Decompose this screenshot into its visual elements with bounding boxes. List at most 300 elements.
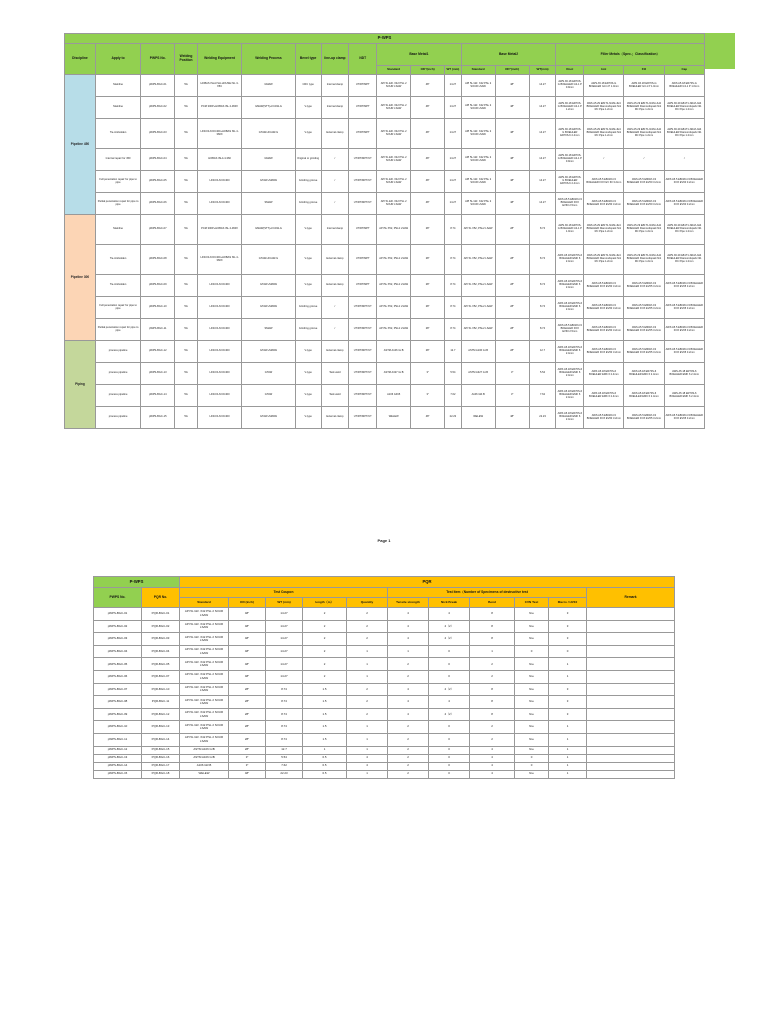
cell-nick: 0 (429, 670, 470, 683)
cell-remark (587, 746, 675, 754)
cell-nick: 4（2） (429, 708, 470, 721)
cell-no: pWPS-BGC-05 (141, 171, 175, 193)
cell-od2: 48" (495, 75, 529, 97)
cell-macro: 1 (549, 754, 587, 762)
cell-root: AWS A5.18 ER70S-6 BOEHLER EMK 6 2.4mm (556, 363, 584, 385)
cell-hot: AWS A5.18 ER70S-6 BOEHLER EMK 6 2.4mm (584, 385, 624, 407)
cell-ten: 4 (388, 696, 429, 709)
cell-ten: 2 (388, 754, 429, 762)
cell-std: API 5L GR. X42 PSL 2 SOUR LSAW (180, 721, 229, 734)
cell-wt2: 8.74 (529, 215, 556, 245)
cell-wt1: 14.27 (445, 75, 461, 97)
cell-s2: API 5L GR. X42 PSL 2 SOUR LSAW (461, 119, 495, 149)
cell-bevel: V-type (295, 407, 321, 429)
cell-fill: AWS A5.5 E8018-C3 BOEHLER FOX EV65 3.2mm (624, 319, 664, 341)
cell-wt: 8.74 (266, 683, 303, 696)
cell-len: 1.5 (303, 733, 347, 746)
cell-od2: 3" (495, 385, 529, 407)
cell-remark (587, 721, 675, 734)
cell-cvn: fine (515, 746, 549, 754)
table-row (94, 645, 675, 658)
cell-od1: 28" (411, 297, 445, 319)
cell-remark (587, 620, 675, 633)
table-row (94, 721, 675, 734)
cell-cap: AWS A5.18 ER70S-6 BOEHLER EMK 6 2.4mm (664, 363, 704, 385)
cell-len: 2 (303, 645, 347, 658)
cell-cap: AWS A5.29 E81T1-Ni1M-JH4 BOEHLER Diamondspark Ni1 RC Pipe 1.2mm (664, 97, 704, 119)
cell-od1: 48" (411, 97, 445, 119)
cell-wt: 5.54 (266, 754, 303, 762)
cell-bevel: CRC type (295, 75, 321, 97)
cell-s1: API 5L X52, PSL2 LSAW (377, 319, 411, 341)
cell-pqr: PQR-BGC-17 (142, 762, 180, 770)
cell-std: API 5L GR. X42 PSL 2 SOUR LSAW (180, 733, 229, 746)
cell-clamp: External clamp (321, 407, 349, 429)
table-row (65, 245, 705, 275)
cell-cvn: fine (515, 633, 549, 646)
cell-wt2: 8.74 (529, 319, 556, 341)
cell-wt: 7.62 (266, 762, 303, 770)
cell-root: AWS A5.18 ER70S-G BOEHLER ER70S-6 2.4mm (556, 171, 584, 193)
col-wt-2: WT(mm) (529, 66, 556, 75)
cell-len: 1.5 (303, 683, 347, 696)
cell-fill: AWS A5.18 ER70S-G BOEHLER G3-1 P 1.0mm (624, 75, 664, 97)
cell-nick: 0 (429, 721, 470, 734)
cell-apply: Tie-in&Golden (95, 245, 140, 275)
cell-od2: 28" (495, 275, 529, 297)
cell-s2: API 5L X52, PSL2 LSAW (461, 245, 495, 275)
cell-std: API 5L GR. X42 PSL 2 SOUR LSAW (180, 683, 229, 696)
col-apply-to: Apply to (95, 44, 140, 75)
cell-wt1: 14.27 (445, 171, 461, 193)
cell-wt: 14.27 (266, 670, 303, 683)
cell-ndt: UT/RT/MPT/UT (349, 171, 377, 193)
cell-od2: 48" (495, 407, 529, 429)
cell-pqr: PQR-BGC-03 (142, 633, 180, 646)
cell-wt: 8.74 (266, 733, 303, 746)
cell-od2: 48" (495, 97, 529, 119)
cell-remark (587, 762, 675, 770)
cell-od1: 28" (411, 319, 445, 341)
cell-bevel: V-type (295, 97, 321, 119)
cell-wt1: 14.27 (445, 149, 461, 171)
cell-pwps: pWPS-BGC-09 (94, 708, 142, 721)
cell-bend: 4 (470, 762, 515, 770)
table-row (65, 119, 705, 149)
table-row (94, 762, 675, 770)
cell-equip: LINCOLN DC400 (197, 341, 241, 363)
table-row (94, 733, 675, 746)
cell-macro: 3 (549, 608, 587, 621)
cell-wt1: 5.54 (445, 363, 461, 385)
cell-equip: HOBAS ISLA 4-360 (197, 149, 241, 171)
table-row (65, 341, 705, 363)
table-row (65, 319, 705, 341)
cell-pwps: pWPS-BGC-05 (94, 658, 142, 671)
table-row (94, 746, 675, 754)
cell-s1: API 5L ER. X42 PSL 2 SOUR LSAW (377, 97, 411, 119)
cell-root: AWS A5.18 ER70S-G BOEHLER G3-1 P 1.2mm (556, 97, 584, 119)
cell-od2: 28" (495, 245, 529, 275)
cell-s2: ASTM A106 Gr.B (461, 341, 495, 363)
cell-bevel: Grinding groove (295, 319, 321, 341)
cell-fill: / (624, 149, 664, 171)
cell-wt2: 22.23 (529, 407, 556, 429)
col-pwps-no: PWPS No. (141, 44, 175, 75)
cell-wt: 8.74 (266, 721, 303, 734)
cell-no: pWPS-BGC-04 (141, 149, 175, 171)
cell-len: 1.5 (303, 721, 347, 734)
col-discipline: Discipline (65, 44, 96, 75)
cell-no: pWPS-BGC-14 (141, 385, 175, 407)
cell-bevel: V-type (295, 245, 321, 275)
cell-cap: AWS A5.29 E81T1-Ni1M-JH4 BOEHLER Diamondspark Ni1 RC Pipe 1.2mm (664, 245, 704, 275)
cell-ndt: UT/RT/MPT/UT (349, 149, 377, 171)
cell-len: 2 (303, 633, 347, 646)
cell-qty: 1 (347, 658, 388, 671)
cell-bend: 2 (470, 658, 515, 671)
cell-ten: 2 (388, 762, 429, 770)
cell-od2: 48" (495, 193, 529, 215)
cell-std: API 5L GR. X42 PSL 2 SOUR LSAW (180, 696, 229, 709)
col-base-metal-1: Base Metal1 (377, 44, 461, 66)
cell-std: ASTM A106 GrB (180, 754, 229, 762)
table-row (65, 297, 705, 319)
cell-cvn: fine (515, 733, 549, 746)
cell-ndt: UT/RT/MPT/UT (349, 407, 377, 429)
cell-s2: A106 GR.B (461, 385, 495, 407)
cell-bevel: Grinding groove (295, 297, 321, 319)
cell-macro: 3 (549, 683, 587, 696)
cell-macro: 3 (549, 620, 587, 633)
cell-equip: HOBAS ISLA ISH-HOUSE ISL 3-X5C (197, 75, 241, 97)
cell-root: AWS A5.18 ER70S-6 BOEHLER EMK 6 2.4mm (556, 297, 584, 319)
cell-root: AWS A5.18 ER70S-G BOEHLER G3-1 P 0.9mm (556, 149, 584, 171)
cell-pwps: pWPS-BGC-03 (94, 633, 142, 646)
cell-pos: 5G (175, 245, 198, 275)
cell-clamp: External clamp (321, 245, 349, 275)
cell-pwps: pWPS-BGC-01 (94, 608, 142, 621)
cell-std: API 5L GR. X42 PSL 2 SOUR LSAW (180, 608, 229, 621)
cell-od: 48" (229, 645, 266, 658)
cell-od2: 28" (495, 319, 529, 341)
cell-wt: 22.23 (266, 770, 303, 778)
cell-nick: 0 (429, 754, 470, 762)
cell-qty: 1 (347, 721, 388, 734)
cell-clamp: Tack weld (321, 385, 349, 407)
cell-hot: AWS A5.5 E8018-C3 BOEHLER FOX EV60 3.2mm (584, 407, 624, 429)
col-standard-2: Standard (461, 66, 495, 75)
table-row (65, 407, 705, 429)
cell-ten: 4 (388, 620, 429, 633)
cell-cap: AWS A5.5 E8018-C3 BOEHLER FOX EV60 3.2mm (664, 193, 704, 215)
cell-pwps: pWPS-BGC-06 (94, 670, 142, 683)
cell-nick: 0 (429, 746, 470, 754)
cell-equip: LINCOLN DC400 (197, 407, 241, 429)
cell-equip: PCM 300P+HOBAS ISL 4-360X (197, 97, 241, 119)
cell-s1: API 5L ER. X42 PSL 2 SOUR LSAW (377, 119, 411, 149)
cell-no: pWPS-BGC-02 (141, 97, 175, 119)
cell-proc: GTAW+SMAW (242, 341, 296, 363)
cell-no: pWPS-BGC-08 (141, 245, 175, 275)
cell-no: pWPS-BGC-12 (141, 341, 175, 363)
cell-ndt: UT/RT/MPT/UT (349, 193, 377, 215)
cell-no: pWPS-BGC-06 (141, 193, 175, 215)
cell-equip: LINCOLN DC400 (197, 297, 241, 319)
cell-pwps: pWPS-BGC-07 (94, 683, 142, 696)
cell-wt1: 22.23 (445, 407, 461, 429)
cell-qty: 2 (347, 696, 388, 709)
cell-clamp: / (321, 149, 349, 171)
cell-od: 28" (229, 696, 266, 709)
cell-od: 48" (229, 670, 266, 683)
cell-fill: AWS A5.5 E8018-C3 BOEHLER FOX EV65 3.2mm (624, 275, 664, 297)
col-hot: Hot (584, 66, 624, 75)
cell-od: 28" (229, 683, 266, 696)
cell-wt2: 5.54 (529, 363, 556, 385)
cell-equip: PCM 300P+HOBAS ISL 4-360X (197, 215, 241, 245)
cell-equip: LINCOLN DC400 (197, 385, 241, 407)
cell-macro: 1 (549, 721, 587, 734)
cell-hot: AWS A5.18 ER70S-G BOEHLER G3-1 P 1.0mm (584, 75, 624, 97)
cell-od1: 3" (411, 363, 445, 385)
cell-proc: GTAW+SMAW (242, 297, 296, 319)
cell-apply: process pipeline (95, 363, 140, 385)
cell-s2: API 5L GR. X42 PSL 2 SOUR LSAW (461, 171, 495, 193)
cell-s1: API 5L X52, PSL2 LSAW (377, 275, 411, 297)
cell-qty: 1 (347, 770, 388, 778)
cell-od2: 48" (495, 149, 529, 171)
cell-pwps: pWPS-BGC-08 (94, 696, 142, 709)
cell-clamp: / (321, 297, 349, 319)
table-row (94, 770, 675, 778)
cell-remark (587, 670, 675, 683)
cell-len: 2 (303, 608, 347, 621)
table-row (94, 633, 675, 646)
cell-cvn: 0 (515, 645, 549, 658)
cell-cvn: fine (515, 658, 549, 671)
cell-pos: 5G (175, 149, 198, 171)
cell-pos: 5G (175, 363, 198, 385)
cell-pos: 5G (175, 341, 198, 363)
cell-bevel: V-type (295, 215, 321, 245)
cell-cvn: fine (515, 721, 549, 734)
cell-pwps: pWPS-BGC-10 (94, 721, 142, 734)
cell-std: API 5L GR. X42 PSL 2 SOUR LSAW (180, 708, 229, 721)
cell-remark (587, 696, 675, 709)
cell-clamp: / (321, 193, 349, 215)
cell-hot: AWS A5.29 E81T1-Ni1M-JH4 BOEHLER Diamondspark Ni1 RC Pipe 1.2mm (584, 215, 624, 245)
col-root: Root (556, 66, 584, 75)
cell-equip: LINCOLN DC400 (197, 193, 241, 215)
table-row (94, 608, 675, 621)
cell-qty: 2 (347, 608, 388, 621)
cell-nick: 4（2） (429, 683, 470, 696)
cell-s1: WELEW (377, 407, 411, 429)
cell-macro: 1 (549, 658, 587, 671)
col-fill: Fill (624, 66, 664, 75)
table-row (94, 696, 675, 709)
cell-hot: AWS A5.5 E8018-C3 BOEHLER FOX EV60 3.2mm (584, 341, 624, 363)
cell-od1: 48" (411, 149, 445, 171)
cell-od: 48" (229, 608, 266, 621)
cell-s2: API 5L X52, PSL2 LSAW (461, 275, 495, 297)
cell-wt2: 14.27 (529, 149, 556, 171)
cell-cap: AWS A5.5 E8018-C3 BOEHLER FOX EV65 3.2mm (664, 407, 704, 429)
cell-od2: 28" (495, 215, 529, 245)
cell-proc: GTAW+FCAW-G (242, 245, 296, 275)
cell-wt2: 8.74 (529, 275, 556, 297)
cell-pqr: PQR-BGC-02 (142, 620, 180, 633)
cell-root: AWS A5.5 E8018-C3 BOEHLER FOX EV60 2.5mm (556, 193, 584, 215)
cell-hot: AWS A5.5 E8018-C3 BOEHLER FOX EV60 3.2mm (584, 193, 624, 215)
cell-ten: 4 (388, 683, 429, 696)
cell-cap: AWS A5.18 ER70S-6 BOEHLER EMK 6 2.4mm (664, 385, 704, 407)
cell-nick: 4（2） (429, 633, 470, 646)
cell-cvn: fine (515, 620, 549, 633)
cell-qty: 1 (347, 746, 388, 754)
cell-ten: 1 (388, 645, 429, 658)
cell-wt: 8.74 (266, 708, 303, 721)
table-row (94, 620, 675, 633)
col-test-coupon: Test Coupon (180, 588, 388, 598)
cell-s1: API 5L ER. X42 PSL 2 SOUR LSAW (377, 149, 411, 171)
cell-equip: LINCOLN DC400 (197, 319, 241, 341)
cell-wt: 12.7 (266, 746, 303, 754)
cell-cvn: fine (515, 683, 549, 696)
cell-od: 3" (229, 754, 266, 762)
cell-pqr: PQR-BGC-10 (142, 683, 180, 696)
cell-od: 28" (229, 708, 266, 721)
col-welding-position: Welding Position (175, 44, 198, 75)
table-row (94, 658, 675, 671)
pwps-table (64, 33, 705, 429)
cell-s1: API 5L ER. X42 PSL 2 SOUR LSAW (377, 193, 411, 215)
cell-ten: 2 (388, 721, 429, 734)
cell-ndt: UT/RT/MPT (349, 245, 377, 275)
cell-pqr: PQR-BGC-18 (142, 770, 180, 778)
page-number: Page 1 (377, 538, 391, 543)
cell-cvn: fine (515, 696, 549, 709)
cell-remark (587, 733, 675, 746)
cell-wt: 14.27 (266, 658, 303, 671)
cell-pqr: PQR-BGC-14 (142, 733, 180, 746)
cell-nick: 0 (429, 733, 470, 746)
cell-s2: API 5L GR. X42 PSL 2 SOUR LSAW (461, 193, 495, 215)
cell-hot: AWS A5.5 E8018-C3 BOEHLER FOX EV60 3.2mm (584, 319, 624, 341)
cell-s2: ASTM A327 Gr.B (461, 363, 495, 385)
table-row (65, 97, 705, 119)
cell-std: API 5L GR. X42 PSL 2 SOUR LSAW (180, 620, 229, 633)
cell-hot: AWS A5.29 E81T1-Ni1M-JH4 BOEHLER Diamondspark Ni1 RC Pipe 1.2mm (584, 119, 624, 149)
cell-no: pWPS-BGC-03 (141, 119, 175, 149)
col-wt-1: WT (mm) (445, 66, 461, 75)
cell-remark (587, 645, 675, 658)
cell-ten: 4 (388, 708, 429, 721)
cell-od: 48" (229, 633, 266, 646)
cell-root: AWS A5.18 ER70S-6 BOEHLER EMK 6 2.4mm (556, 385, 584, 407)
cell-s1: API 5L ER. X42 PSL 2 SOUR LSAW (377, 75, 411, 97)
cell-clamp: External clamp (321, 275, 349, 297)
cell-pos: 5G (175, 193, 198, 215)
cell-od1: 48" (411, 193, 445, 215)
cell-bevel: Grinding groove (295, 171, 321, 193)
cell-bend: 8 (470, 683, 515, 696)
cell-pos: 5G (175, 171, 198, 193)
cell-od1: 28" (411, 341, 445, 363)
pqr-title: PQR (180, 577, 675, 588)
cell-ndt: UT/RT/MPT (349, 275, 377, 297)
cell-fill: AWS A5.29 E81T1-Ni1M-JH4 BOEHLER Diamondspark Ni1 RC Pipe 1.2mm (624, 215, 664, 245)
cell-root: AWS A5.18 ER70S-6 BOEHLER EMK 6 2.4mm (556, 275, 584, 297)
cell-apply: Mainline (95, 97, 140, 119)
cell-s2: WELEW (461, 407, 495, 429)
cell-macro: 1 (549, 770, 587, 778)
cell-wt1: 8.74 (445, 215, 461, 245)
cell-pqr: PQR-BGC-04 (142, 645, 180, 658)
cell-no: pWPS-BGC-11 (141, 319, 175, 341)
cell-wt: 14.27 (266, 620, 303, 633)
cell-qty: 2 (347, 633, 388, 646)
cell-ndt: UT/RT/MPT (349, 119, 377, 149)
cell-fill: AWS A5.29 E81T1-Ni1M-JH4 BOEHLER Diamondspark Ni1 RC Pipe 1.2mm (624, 245, 664, 275)
col-bend: Bend (470, 598, 515, 608)
cell-nick: 4 (429, 608, 470, 621)
cell-bend: 1 (470, 645, 515, 658)
cell-remark (587, 754, 675, 762)
cell-proc: GMAW(STT)+FCAW-G (242, 97, 296, 119)
cell-apply: Internal repair for 450 (95, 149, 140, 171)
col-ndt: NDT (349, 44, 377, 75)
cell-wt: 8.74 (266, 696, 303, 709)
cell-wt: 14.27 (266, 633, 303, 646)
cell-apply: process pipeline (95, 341, 140, 363)
cell-clamp: / (321, 319, 349, 341)
cell-hot: AWS A5.29 E81T1-Ni1M-JH4 BOEHLER Diamondspark Ni1 RC Pipe 1.2mm (584, 97, 624, 119)
cell-qty: 4 (347, 754, 388, 762)
cell-pwps: pWPS-BGC-13 (94, 754, 142, 762)
cell-fill: AWS A5.5 E8018-C3 BOEHLER FOX EV65 3.2mm (624, 297, 664, 319)
cell-pqr: PQR-BGC-16 (142, 754, 180, 762)
cell-proc: GTAW+SMAW (242, 275, 296, 297)
table-row (94, 754, 675, 762)
discipline-cell: Pipeline 300 (65, 215, 96, 341)
cell-ndt: UT/RT/MPT/UT (349, 385, 377, 407)
table-row (65, 385, 705, 407)
cell-no: pWPS-BGC-15 (141, 407, 175, 429)
cell-pos: 5G (175, 407, 198, 429)
cell-proc: GTAW (242, 363, 296, 385)
cell-ten: 2 (388, 658, 429, 671)
cell-s2: API 5L X52, PSL2 LSAW (461, 215, 495, 245)
cell-s2: API 5L GR. X42 PSL 2 SOUR LSAW (461, 75, 495, 97)
cell-apply: Tie-in&Golden (95, 119, 140, 149)
cell-od2: 28" (495, 341, 529, 363)
cell-bevel: V-type (295, 385, 321, 407)
table-row (94, 708, 675, 721)
col-base-metal-2: Base Metal2 (461, 44, 556, 66)
cell-macro: 1 (549, 762, 587, 770)
cell-qty: 4 (347, 762, 388, 770)
cell-od: 48" (229, 658, 266, 671)
cell-pwps: pWPS-BGC-14 (94, 762, 142, 770)
col-od-1: OD"(inch) (411, 66, 445, 75)
table-row (65, 275, 705, 297)
col-wt: WT (mm) (266, 598, 303, 608)
cell-od1: 3" (411, 385, 445, 407)
cell-nick: 4（2） (429, 620, 470, 633)
cell-macro: 3 (549, 708, 587, 721)
